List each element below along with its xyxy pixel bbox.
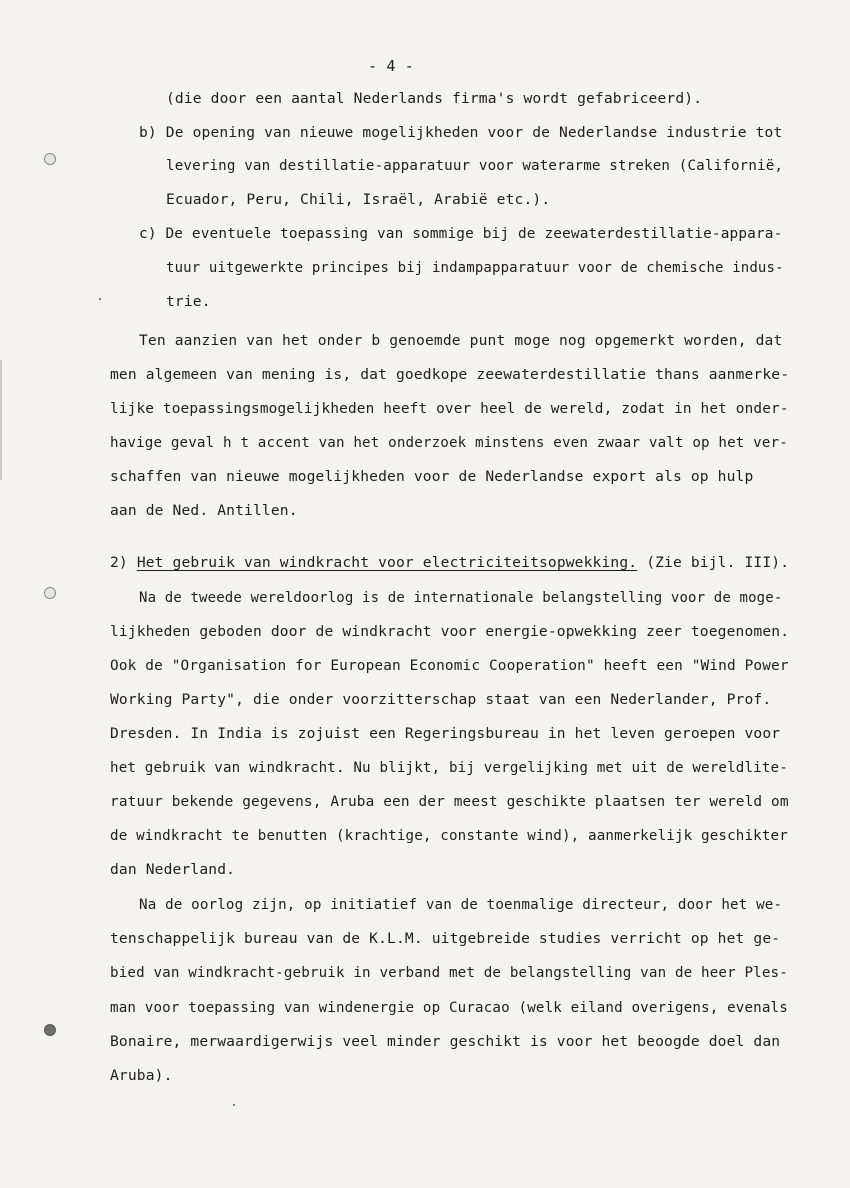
- text-line: bied van windkracht-gebruik in verband met de belangstelling van de heer Ples-: [110, 965, 788, 981]
- text-line: trie.: [166, 293, 211, 310]
- text-line: (die door een aantal Nederlands firma's wordt gefabriceerd).: [166, 90, 703, 107]
- text-line: Dresden. In India is zojuist een Regeringsbureau in het leven geroepen voor: [110, 725, 781, 742]
- text-line: schaffen van nieuwe mogelijkheden voor de Nederlandse export als op hulp: [110, 468, 754, 485]
- text-line: Working Party", die onder voorzitterschap staat van een Nederlander, Prof.: [110, 691, 772, 708]
- punch-hole: [44, 1024, 56, 1036]
- ink-speck: [99, 298, 101, 300]
- text-line: aan de Ned. Antillen.: [110, 502, 298, 519]
- text-line: ratuur bekende gegevens, Aruba een der meest geschikte plaatsen ter wereld om: [110, 794, 789, 810]
- text-line: tenschappelijk bureau van de K.L.M. uitgebreide studies verricht op het ge-: [110, 930, 781, 947]
- text-line: Na de oorlog zijn, op initiatief van de toenmalige directeur, door het we-: [139, 897, 783, 913]
- section-number: 2): [110, 554, 128, 571]
- text-line: Ecuador, Peru, Chili, Israël, Arabië etc.).: [166, 191, 551, 208]
- text-line: dan Nederland.: [110, 861, 236, 878]
- text-line: havige geval h t accent van het onderzoek minstens even zwaar valt op het ver-: [110, 435, 788, 451]
- text-line: Ten aanzien van het onder b genoemde punt moge nog opgemerkt worden, dat: [139, 332, 783, 349]
- text-line: de windkracht te benutten (krachtige, constante wind), aanmerkelijk geschikter: [110, 828, 788, 844]
- text-line: levering van destillatie-apparatuur voor waterarme streken (Californië,: [166, 158, 784, 174]
- ink-speck: [233, 1104, 235, 1106]
- text-line: c) De eventuele toepassing van sommige bij de zeewaterdestillatie-appara-: [139, 226, 783, 242]
- text-line: lijke toepassingsmogelijkheden heeft over heel de wereld, zodat in het onder-: [110, 401, 789, 417]
- section-reference: (Zie bijl. III).: [646, 554, 790, 571]
- text-line: het gebruik van windkracht. Nu blijkt, bij vergelijking met uit de wereldlite-: [110, 760, 788, 776]
- text-line: tuur uitgewerkte principes bij indampapparatuur voor de chemische indus-: [166, 260, 784, 276]
- page-number: - 4 -: [368, 57, 414, 75]
- page-edge-shadow: [0, 360, 2, 480]
- text-line: Bonaire, merwaardigerwijs veel minder geschikt is voor het beoogde doel dan: [110, 1033, 781, 1050]
- text-line: Aruba).: [110, 1067, 173, 1084]
- section-heading: [110, 553, 789, 573]
- text-line: Na de tweede wereldoorlog is de internationale belangstelling voor de moge-: [139, 590, 783, 606]
- text-line: Ook de "Organisation for European Economic Cooperation" heeft een "Wind Power: [110, 658, 789, 674]
- text-line: b) De opening van nieuwe mogelijkheden voor de Nederlandse industrie tot: [139, 124, 783, 141]
- text-line: men algemeen van mening is, dat goedkope zeewaterdestillatie thans aanmerke-: [110, 366, 790, 383]
- text-line: man voor toepassing van windenergie op Curacao (welk eiland overigens, evenals: [110, 1000, 788, 1016]
- punch-hole: [44, 587, 56, 599]
- text-line: lijkheden geboden door de windkracht voor energie-opwekking zeer toegenomen.: [110, 623, 790, 640]
- section-title: Het gebruik van windkracht voor electriciteitsopwekking.: [136, 554, 638, 571]
- punch-hole: [44, 153, 56, 165]
